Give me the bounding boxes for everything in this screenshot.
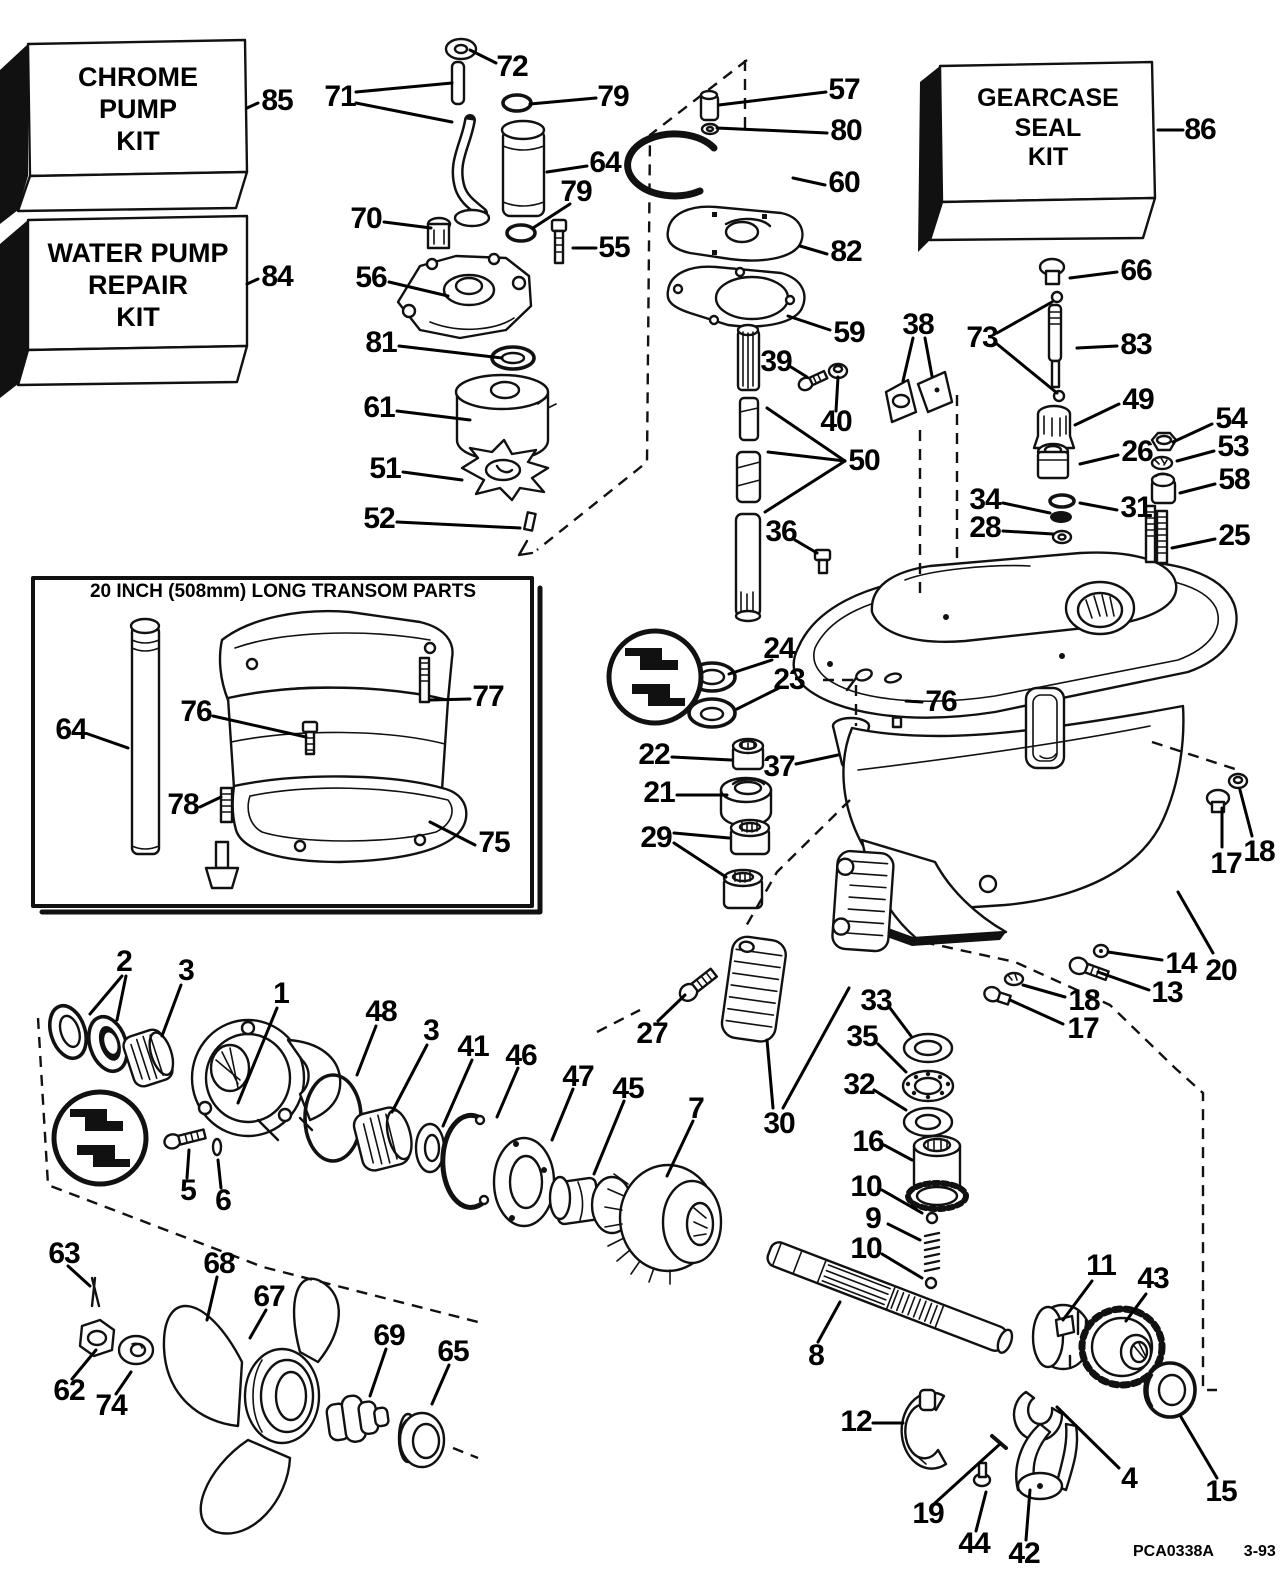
part-ball-10a bbox=[927, 1213, 937, 1223]
callout-30: 30 bbox=[763, 1107, 795, 1140]
part-bevel-gear-7 bbox=[592, 1165, 721, 1284]
part-bushing-26 bbox=[1038, 444, 1068, 478]
part-bracket-38 bbox=[886, 372, 952, 422]
callout-42: 42 bbox=[1008, 1537, 1040, 1570]
callout-12: 12 bbox=[840, 1405, 872, 1438]
callout-28: 28 bbox=[969, 511, 1001, 544]
callout-70: 70 bbox=[350, 202, 382, 235]
callout-57: 57 bbox=[828, 73, 860, 106]
part-impeller-key-52 bbox=[524, 512, 535, 530]
callout-18: 18 bbox=[1243, 835, 1275, 868]
part-bearing-3b bbox=[351, 1104, 416, 1173]
callout-73: 73 bbox=[966, 321, 998, 354]
part-plate-82 bbox=[668, 207, 803, 261]
part-propeller bbox=[164, 1279, 339, 1534]
callout-65: 65 bbox=[437, 1335, 469, 1368]
callout-59: 59 bbox=[833, 316, 865, 349]
callout-71: 71 bbox=[324, 80, 356, 113]
callout-13: 13 bbox=[1151, 976, 1183, 1009]
part-plunger-57 bbox=[701, 91, 718, 120]
gearcase-seal-kit-label bbox=[944, 84, 1152, 173]
callout-76: 76 bbox=[180, 695, 212, 728]
part-thrust-bushing-69 bbox=[325, 1391, 391, 1445]
part-cotter-pin-63 bbox=[92, 1278, 99, 1306]
callout-7: 7 bbox=[688, 1092, 704, 1125]
part-seal-23 bbox=[689, 699, 735, 727]
water-pump-repair-kit-label bbox=[30, 238, 246, 334]
callout-40: 40 bbox=[820, 405, 852, 438]
part-bearing-3a bbox=[121, 1026, 179, 1089]
callout-15: 15 bbox=[1205, 1475, 1237, 1508]
callout-66: 66 bbox=[1120, 254, 1152, 287]
kit-line: REPAIR bbox=[87, 269, 188, 300]
callout-29: 29 bbox=[640, 821, 672, 854]
callout-44: 44 bbox=[958, 1527, 990, 1560]
callout-19: 19 bbox=[912, 1497, 944, 1530]
omc-logo-upper bbox=[609, 631, 701, 723]
chrome-pump-kit-label bbox=[30, 62, 246, 158]
part-nut-72 bbox=[446, 39, 476, 59]
callout-49: 49 bbox=[1122, 383, 1154, 416]
callout-81: 81 bbox=[365, 326, 397, 359]
callout-18: 18 bbox=[1068, 984, 1100, 1017]
callout-79: 79 bbox=[560, 175, 592, 208]
callout-45: 45 bbox=[612, 1072, 644, 1105]
callout-48: 48 bbox=[365, 995, 397, 1028]
transom-parts-box bbox=[33, 578, 540, 912]
callout-41: 41 bbox=[457, 1030, 489, 1063]
part-driveshaft-tube bbox=[131, 619, 159, 854]
callout-43: 43 bbox=[1137, 1262, 1169, 1295]
callout-60: 60 bbox=[828, 166, 860, 199]
callout-69: 69 bbox=[373, 1319, 405, 1352]
callout-16: 16 bbox=[852, 1125, 884, 1158]
callout-2: 2 bbox=[116, 945, 132, 978]
callout-11: 11 bbox=[1086, 1249, 1116, 1282]
callout-52: 52 bbox=[363, 502, 395, 535]
callout-67: 67 bbox=[253, 1280, 285, 1313]
part-prop-nut-65 bbox=[399, 1413, 444, 1467]
callout-50: 50 bbox=[848, 444, 880, 477]
part-lockwasher-53 bbox=[1152, 457, 1172, 469]
callout-3: 3 bbox=[423, 1014, 439, 1047]
callout-17: 17 bbox=[1210, 847, 1242, 880]
part-bearing-21 bbox=[721, 778, 771, 826]
callout-68: 68 bbox=[203, 1247, 235, 1280]
kit-line: GEARCASE bbox=[977, 84, 1119, 112]
callout-85: 85 bbox=[261, 84, 293, 117]
callout-53: 53 bbox=[1217, 430, 1249, 463]
callout-80: 80 bbox=[830, 114, 862, 147]
part-oring-79b bbox=[507, 225, 535, 241]
part-screen-30-right bbox=[832, 850, 895, 952]
callout-74: 74 bbox=[95, 1389, 127, 1422]
part-stud-77 bbox=[420, 658, 429, 702]
callout-17: 17 bbox=[1067, 1012, 1099, 1045]
part-bearing-35 bbox=[903, 1071, 953, 1101]
assembly-arrow bbox=[519, 541, 532, 555]
callout-72: 72 bbox=[496, 50, 528, 83]
part-retaining-ring-46 bbox=[443, 1115, 488, 1207]
part-seal-2a bbox=[43, 1001, 92, 1063]
omc-logo-lower bbox=[54, 1092, 146, 1184]
callout-84: 84 bbox=[261, 260, 293, 293]
callout-79: 79 bbox=[597, 80, 629, 113]
callout-10: 10 bbox=[850, 1232, 882, 1265]
part-screw-5 bbox=[163, 1127, 206, 1151]
part-washer-33 bbox=[904, 1034, 952, 1062]
callout-78: 78 bbox=[167, 788, 199, 821]
part-stud-25 bbox=[1157, 511, 1167, 563]
part-spring-9 bbox=[925, 1233, 939, 1271]
callout-47: 47 bbox=[562, 1060, 594, 1093]
callout-4: 4 bbox=[1121, 1462, 1137, 1495]
part-oring-79a bbox=[503, 95, 531, 111]
part-washer-28 bbox=[1053, 531, 1071, 543]
callout-51: 51 bbox=[369, 452, 401, 485]
part-outer-tube-64 bbox=[502, 121, 544, 216]
callout-33: 33 bbox=[860, 984, 892, 1017]
callout-23: 23 bbox=[773, 663, 805, 696]
part-washer-80 bbox=[702, 124, 718, 134]
kit-line: WATER PUMP bbox=[47, 238, 229, 268]
callout-83: 83 bbox=[1120, 328, 1152, 361]
callout-14: 14 bbox=[1165, 947, 1197, 980]
part-pin-6 bbox=[213, 1139, 221, 1155]
drawing-code bbox=[1133, 1543, 1276, 1561]
part-washer-18r bbox=[1229, 774, 1247, 788]
part-tube-71 bbox=[452, 62, 489, 226]
part-driveshaft-50 bbox=[736, 325, 760, 621]
callout-46: 46 bbox=[505, 1039, 537, 1072]
part-thrust-washer-47 bbox=[494, 1138, 554, 1226]
callout-75: 75 bbox=[478, 826, 510, 859]
callout-54: 54 bbox=[1215, 402, 1247, 435]
callout-86: 86 bbox=[1184, 113, 1216, 146]
part-cup-70 bbox=[428, 218, 450, 248]
part-ball-10b bbox=[926, 1278, 936, 1288]
part-screen-30-left bbox=[720, 935, 788, 1044]
part-code: PCA0338A bbox=[1133, 1543, 1214, 1560]
kit-line: CHROME bbox=[78, 62, 198, 92]
kit-line: KIT bbox=[116, 125, 160, 156]
callout-58: 58 bbox=[1218, 463, 1250, 496]
callout-55: 55 bbox=[598, 231, 630, 264]
part-screw-17l bbox=[983, 985, 1012, 1006]
part-bolt-55 bbox=[552, 220, 566, 263]
transom-box-title: 20 INCH (508mm) LONG TRANSOM PARTS bbox=[89, 581, 477, 602]
callout-77: 77 bbox=[472, 680, 504, 713]
part-needle-bearing-29a bbox=[731, 820, 769, 854]
part-impeller-51 bbox=[462, 440, 548, 500]
callout-32: 32 bbox=[843, 1068, 875, 1101]
part-oring-34 bbox=[1050, 511, 1072, 523]
part-clip-73a bbox=[1052, 292, 1062, 302]
part-pinion-16 bbox=[908, 1136, 966, 1209]
part-washer-74 bbox=[119, 1336, 153, 1364]
part-needle-bearing-29b bbox=[724, 870, 762, 908]
callout-76: 76 bbox=[925, 685, 957, 718]
callout-25: 25 bbox=[1218, 519, 1250, 552]
part-bearing-15 bbox=[1145, 1363, 1195, 1417]
part-ring-31 bbox=[1050, 495, 1074, 507]
part-gasket-59 bbox=[668, 267, 805, 327]
callout-37: 37 bbox=[763, 750, 795, 783]
part-nut-18l bbox=[1005, 973, 1023, 985]
part-screw-13 bbox=[1068, 955, 1110, 983]
date-code: 3-93 bbox=[1243, 1543, 1276, 1560]
part-washer-32 bbox=[904, 1108, 952, 1136]
part-bushing-22 bbox=[733, 739, 763, 769]
part-grease-fitting-66 bbox=[1040, 259, 1064, 284]
callout-8: 8 bbox=[808, 1339, 824, 1372]
callout-31: 31 bbox=[1120, 491, 1152, 524]
kit-line: PUMP bbox=[98, 93, 177, 124]
callout-63: 63 bbox=[48, 1237, 80, 1270]
part-pump-housing-56 bbox=[398, 254, 531, 338]
callout-64: 64 bbox=[589, 146, 621, 179]
callout-61: 61 bbox=[363, 391, 395, 424]
part-bushing-58 bbox=[1152, 474, 1175, 503]
callout-6: 6 bbox=[215, 1184, 231, 1217]
callout-36: 36 bbox=[765, 515, 797, 548]
callout-3: 3 bbox=[178, 954, 194, 987]
callout-62: 62 bbox=[53, 1374, 85, 1407]
callout-26: 26 bbox=[1121, 435, 1153, 468]
callout-10: 10 bbox=[850, 1170, 882, 1203]
kit-line: KIT bbox=[116, 301, 160, 332]
part-washer-41 bbox=[416, 1124, 444, 1172]
callout-82: 82 bbox=[830, 235, 862, 268]
callout-56: 56 bbox=[355, 261, 387, 294]
callout-35: 35 bbox=[846, 1020, 878, 1053]
callout-5: 5 bbox=[180, 1174, 196, 1207]
part-washer-14 bbox=[1094, 945, 1108, 957]
callout-1: 1 bbox=[273, 977, 289, 1010]
callout-38: 38 bbox=[902, 308, 934, 341]
part-screw-17r bbox=[1207, 790, 1229, 812]
callout-24: 24 bbox=[763, 632, 795, 665]
callout-39: 39 bbox=[760, 345, 792, 378]
callout-64: 64 bbox=[55, 713, 87, 746]
callout-21: 21 bbox=[643, 776, 675, 809]
callout-20: 20 bbox=[1205, 954, 1237, 987]
callout-34: 34 bbox=[969, 483, 1001, 516]
part-shift-rod-83 bbox=[1049, 305, 1061, 387]
callout-27: 27 bbox=[636, 1017, 668, 1050]
part-retainer-12 bbox=[902, 1390, 946, 1469]
part-snap-ring-60 bbox=[628, 134, 714, 196]
kit-line: SEAL bbox=[1014, 113, 1082, 142]
callout-22: 22 bbox=[638, 738, 670, 771]
part-bushing-49 bbox=[1034, 406, 1074, 448]
part-exhaust-housing bbox=[220, 611, 466, 862]
callout-9: 9 bbox=[865, 1202, 881, 1235]
kit-line: KIT bbox=[1027, 143, 1069, 171]
